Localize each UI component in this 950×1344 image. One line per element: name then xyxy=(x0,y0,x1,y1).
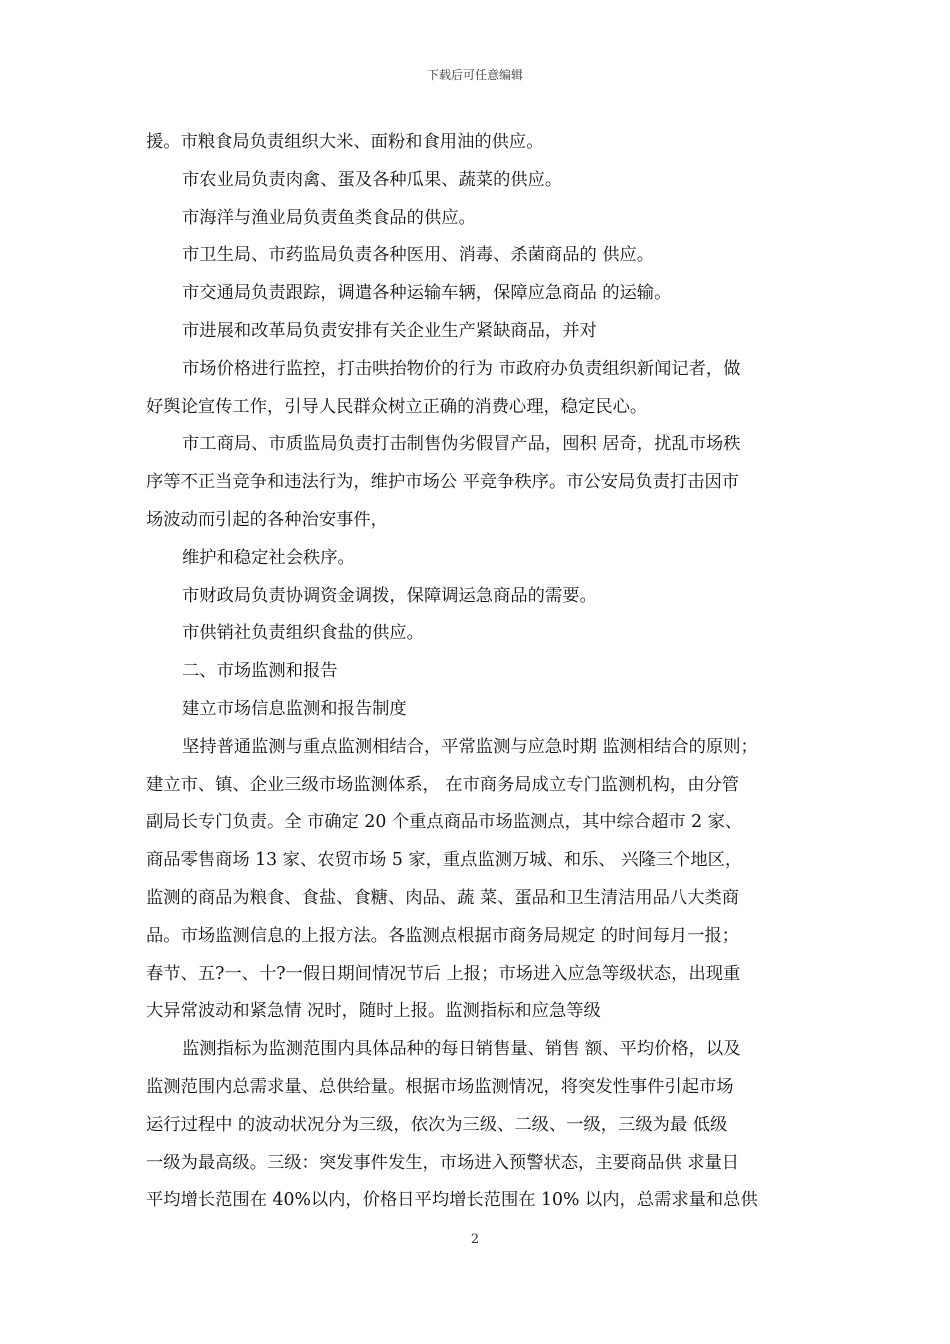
text-line: 运行过程中 的波动状况分为三级，依次为三级、二级、一级，三级为最 低级 xyxy=(146,1114,728,1135)
text-line: 市海洋与渔业局负责鱼类食品的供应。 xyxy=(182,207,476,228)
text-line: 监测范围内总需求量、总供给量。根据市场监测情况，将突发性事件引起市场 xyxy=(146,1076,734,1097)
text-line: 好舆论宣传工作，引导人民群众树立正确的消费心理，稳定民心。 xyxy=(146,396,648,417)
text-line: 市工商局、市质监局负责打击制售伪劣假冒产品，囤积 居奇，扰乱市场秩 xyxy=(182,434,741,455)
page-header: 下载后可任意编辑 xyxy=(426,68,523,82)
text-line: 建立市、镇、企业三级市场监测体系， 在市商务局成立专门监测机构，由分管 xyxy=(146,774,740,795)
text-line: 副局长专门负责。全 市确定 20 个重点商品市场监测点，其中综合超市 2 家、 xyxy=(146,812,743,833)
text-line: 建立市场信息监测和报告制度 xyxy=(182,698,407,719)
text-line: 平均增长范围在 40%以内，价格日平均增长范围在 10% 以内，总需求量和总供 xyxy=(146,1190,758,1211)
text-line: 春节、五?一、十?一假日期间情况节后 上报；市场进入应急等级状态，出现重 xyxy=(146,963,741,984)
document-body xyxy=(146,124,806,1220)
text-line: 场波动而引起的各种治安事件， xyxy=(146,509,388,530)
text-line: 市进展和改革局负责安排有关企业生产紧缺商品，并对 xyxy=(182,320,597,341)
text-line: 维护和稳定社会秩序。 xyxy=(182,547,355,568)
text-line: 品。市场监测信息的上报方法。各监测点根据市商务局规定 的时间每月一报； xyxy=(146,925,740,946)
text-line: 监测指标为监测范围内具体品种的每日销售量、销售 额、平均价格，以及 xyxy=(182,1039,741,1060)
text-line: 一级为最高级。三级：突发事件发生，市场进入预警状态，主要商品供 求量日 xyxy=(146,1152,740,1173)
text-line: 监测的商品为粮食、食盐、食糖、肉品、蔬 菜、蛋品和卫生清洁用品八大类商 xyxy=(146,887,740,908)
text-line: 坚持普通监测与重点监测相结合，平常监测与应急时期 监测相结合的原则； xyxy=(182,736,758,757)
text-line: 大异常波动和紧急情 况时，随时上报。监测指标和应急等级 xyxy=(146,1001,601,1022)
text-line: 市农业局负责肉禽、蛋及各种瓜果、蔬菜的供应。 xyxy=(182,169,563,190)
text-line: 援。市粮食局负责组织大米、面粉和食用油的供应。 xyxy=(146,132,544,152)
text-line: 市交通局负责跟踪，调遣各种运输车辆，保障应急商品 的运输。 xyxy=(182,283,672,304)
text-line: 序等不正当竞争和违法行为，维护市场公 平竞争秩序。市公安局负责打击因市 xyxy=(146,472,740,493)
text-line: 市场价格进行监控，打击哄抬物价的行为 市政府办负责组织新闻记者，做 xyxy=(182,358,741,379)
text-line: 商品零售商场 13 家、农贸市场 5 家，重点监测万城、和乐、 兴隆三个地区， xyxy=(146,850,743,871)
text-line: 市供销社负责组织食盐的供应。 xyxy=(182,623,424,644)
text-line: 二、市场监测和报告 xyxy=(182,661,338,682)
text-line: 市卫生局、市药监局负责各种医用、消毒、杀菌商品的 供应。 xyxy=(182,245,655,266)
page-number: 2 xyxy=(470,1232,480,1247)
text-line: 市财政局负责协调资金调拨，保障调运急商品的需要。 xyxy=(182,585,597,606)
